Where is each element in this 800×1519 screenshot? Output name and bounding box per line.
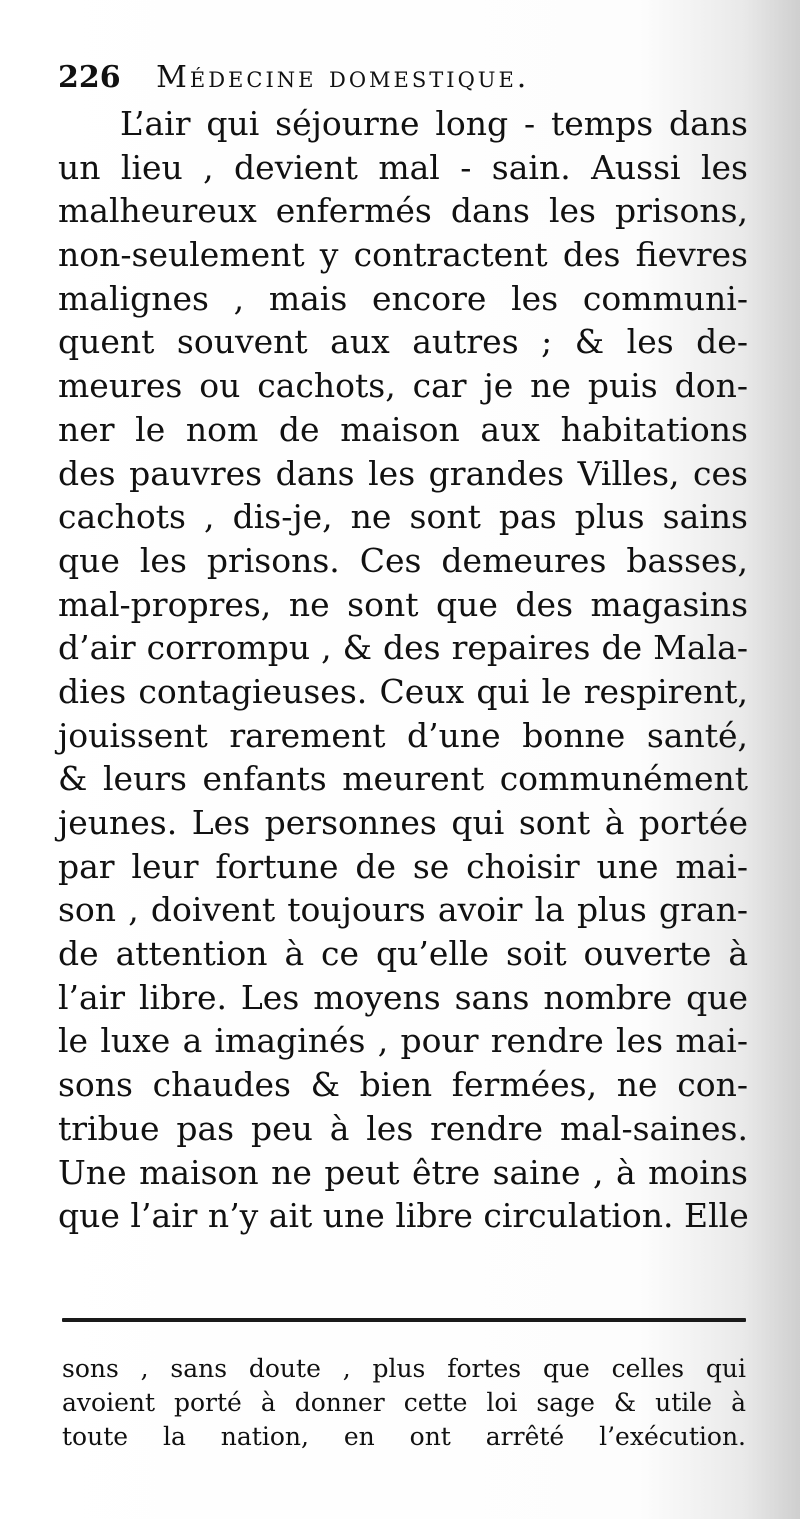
- text-line: de attention à ce qu’elle soit ouverte à: [58, 934, 748, 974]
- text-line: malignes , mais encore les communi-: [58, 278, 748, 318]
- main-text: [58, 102, 748, 1238]
- text-line: malheureux enfermés dans les prisons,: [58, 191, 748, 231]
- text-line: tribue pas peu à les rendre mal-saines.: [58, 1108, 748, 1148]
- text-line: non-seulement y contractent des fievres: [58, 235, 748, 275]
- text-line: sons chaudes & bien fermées, ne con-: [58, 1065, 748, 1105]
- page-header: [58, 56, 748, 100]
- page-number: 226: [58, 60, 121, 95]
- text-line: d’air corrompu , & des repaires de Mala-: [58, 628, 748, 668]
- text-line: ner le nom de maison aux habitations: [58, 409, 748, 449]
- footnote-line: toute la nation, en ont arrêté l’exécution.: [62, 1422, 746, 1451]
- text-line: & leurs enfants meurent communément: [58, 759, 748, 799]
- text-line: mal-propres, ne sont que des magasins: [58, 584, 748, 624]
- text-line: jouissent rarement d’une bonne santé,: [58, 715, 748, 755]
- footnote: [62, 1352, 746, 1454]
- footnote-divider: [62, 1318, 746, 1322]
- text-line: Une maison ne peut être saine , à moins: [58, 1152, 748, 1192]
- text-line: jeunes. Les personnes qui sont à portée: [58, 803, 748, 842]
- text-line: que les prisons. Ces demeures basses,: [58, 540, 748, 580]
- text-line: un lieu , devient mal - sain. Aussi les: [58, 147, 748, 187]
- running-head: Médecine domestique.: [156, 60, 530, 95]
- text-line: par leur fortune de se choisir une mai-: [58, 846, 748, 886]
- footnote-line: avoient porté à donner cette loi sage & utile à: [62, 1388, 746, 1417]
- text-line: des pauvres dans les grandes Villes, ces: [58, 453, 748, 493]
- text-line: l’air libre. Les moyens sans nombre que: [58, 977, 748, 1017]
- text-line: cachots , dis-je, ne sont pas plus sains: [58, 497, 748, 537]
- text-line: meures ou cachots, car je ne puis don-: [58, 366, 748, 406]
- text-line: quent souvent aux autres ; & les de-: [58, 322, 748, 362]
- text-line: dies contagieuses. Ceux qui le respirent,: [58, 671, 748, 711]
- text-line: L’air qui séjourne long - temps dans: [120, 104, 748, 143]
- text-line: le luxe a imaginés , pour rendre les mai-: [58, 1021, 748, 1061]
- text-line: que l’air n’y ait une libre circulation. Elle: [58, 1196, 749, 1236]
- text-line: son , doivent toujours avoir la plus gran-: [58, 890, 748, 930]
- footnote-line: sons , sans doute , plus fortes que celles qui: [62, 1354, 746, 1383]
